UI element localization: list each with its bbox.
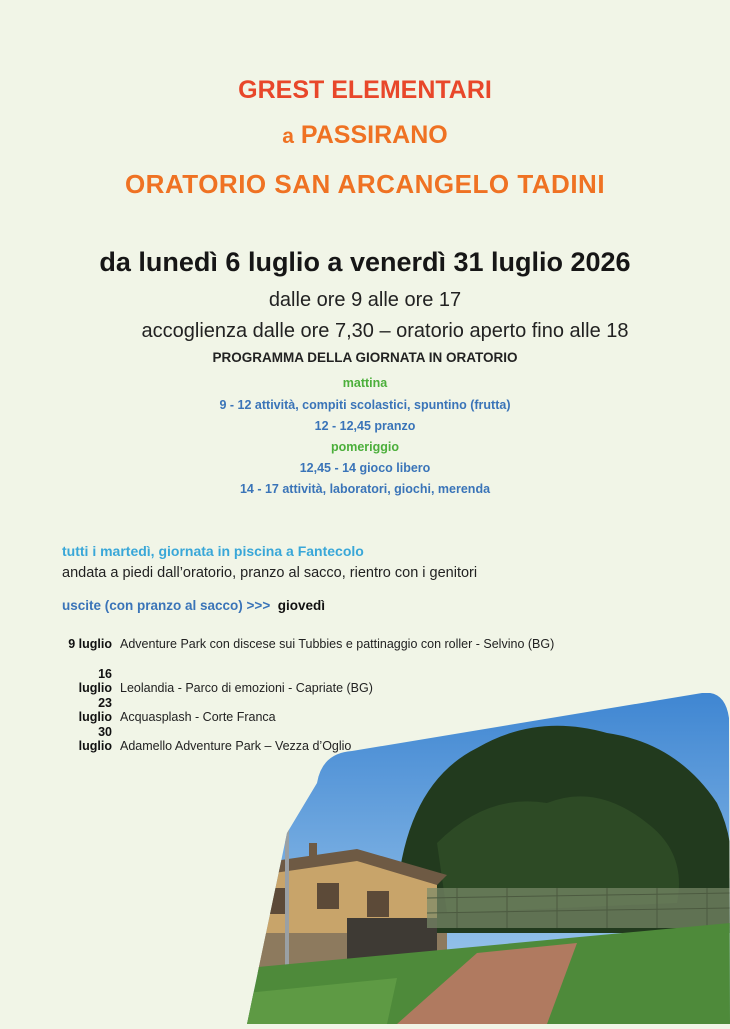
lunch-time: 12 - 12,45 pranzo [314, 419, 416, 433]
pool-details: andata a piedi dall’oratorio, pranzo al sacco, rientro con i genitori [62, 565, 478, 581]
trip-date: 23 luglio [78, 696, 112, 724]
title-oratorio: ORATORIO SAN ARCANGELO TADINI [124, 169, 606, 199]
trips-title-text: uscite (con pranzo al sacco) >>> [62, 598, 271, 613]
oratorio-photo-svg [247, 693, 730, 1024]
morning-activity: 9 - 12 attività, compiti scolastici, spuntino (frutta) [219, 398, 511, 412]
title-location [0, 121, 730, 150]
title-grest: GREST ELEMENTARI [238, 76, 492, 104]
title-prefix: a [282, 125, 294, 148]
title-place: PASSIRANO [300, 121, 448, 149]
oratorio-photo [247, 693, 730, 1024]
trip-desc: Adamello Adventure Park – Vezza d’Oglio [120, 739, 352, 753]
trip-desc: Acquasplash - Corte Franca [120, 710, 276, 724]
hours-line: dalle ore 9 alle ore 17 [268, 289, 462, 311]
program-title: PROGRAMMA DELLA GIORNATA IN ORATORIO [212, 350, 518, 365]
trips-title [62, 598, 325, 613]
dates-line: da lunedì 6 luglio a venerdì 31 luglio 2026 [99, 247, 631, 277]
trip-desc: Adventure Park con discese sui Tubbies e pattinaggio con roller - Selvino (BG) [120, 637, 555, 651]
trip-item [62, 667, 373, 695]
trip-item [62, 696, 276, 724]
free-play: 12,45 - 14 gioco libero [299, 461, 431, 475]
afternoon-activity: 14 - 17 attività, laboratori, giochi, merenda [239, 482, 491, 496]
trip-desc: Leolandia - Parco di emozioni - Capriate (BG) [120, 681, 373, 695]
trip-date: 9 luglio [68, 637, 112, 651]
trip-date: 30 luglio [78, 725, 112, 753]
afternoon-label: pomeriggio [330, 440, 400, 454]
trip-item [62, 637, 554, 651]
morning-label: mattina [342, 376, 388, 390]
pool-title: tutti i martedì, giornata in piscina a Fantecolo [62, 543, 364, 559]
welcome-line: accoglienza dalle ore 7,30 – oratorio aperto fino alle 18 [141, 320, 629, 342]
trips-day: giovedì [277, 598, 325, 613]
trip-date: 16 luglio [78, 667, 112, 695]
